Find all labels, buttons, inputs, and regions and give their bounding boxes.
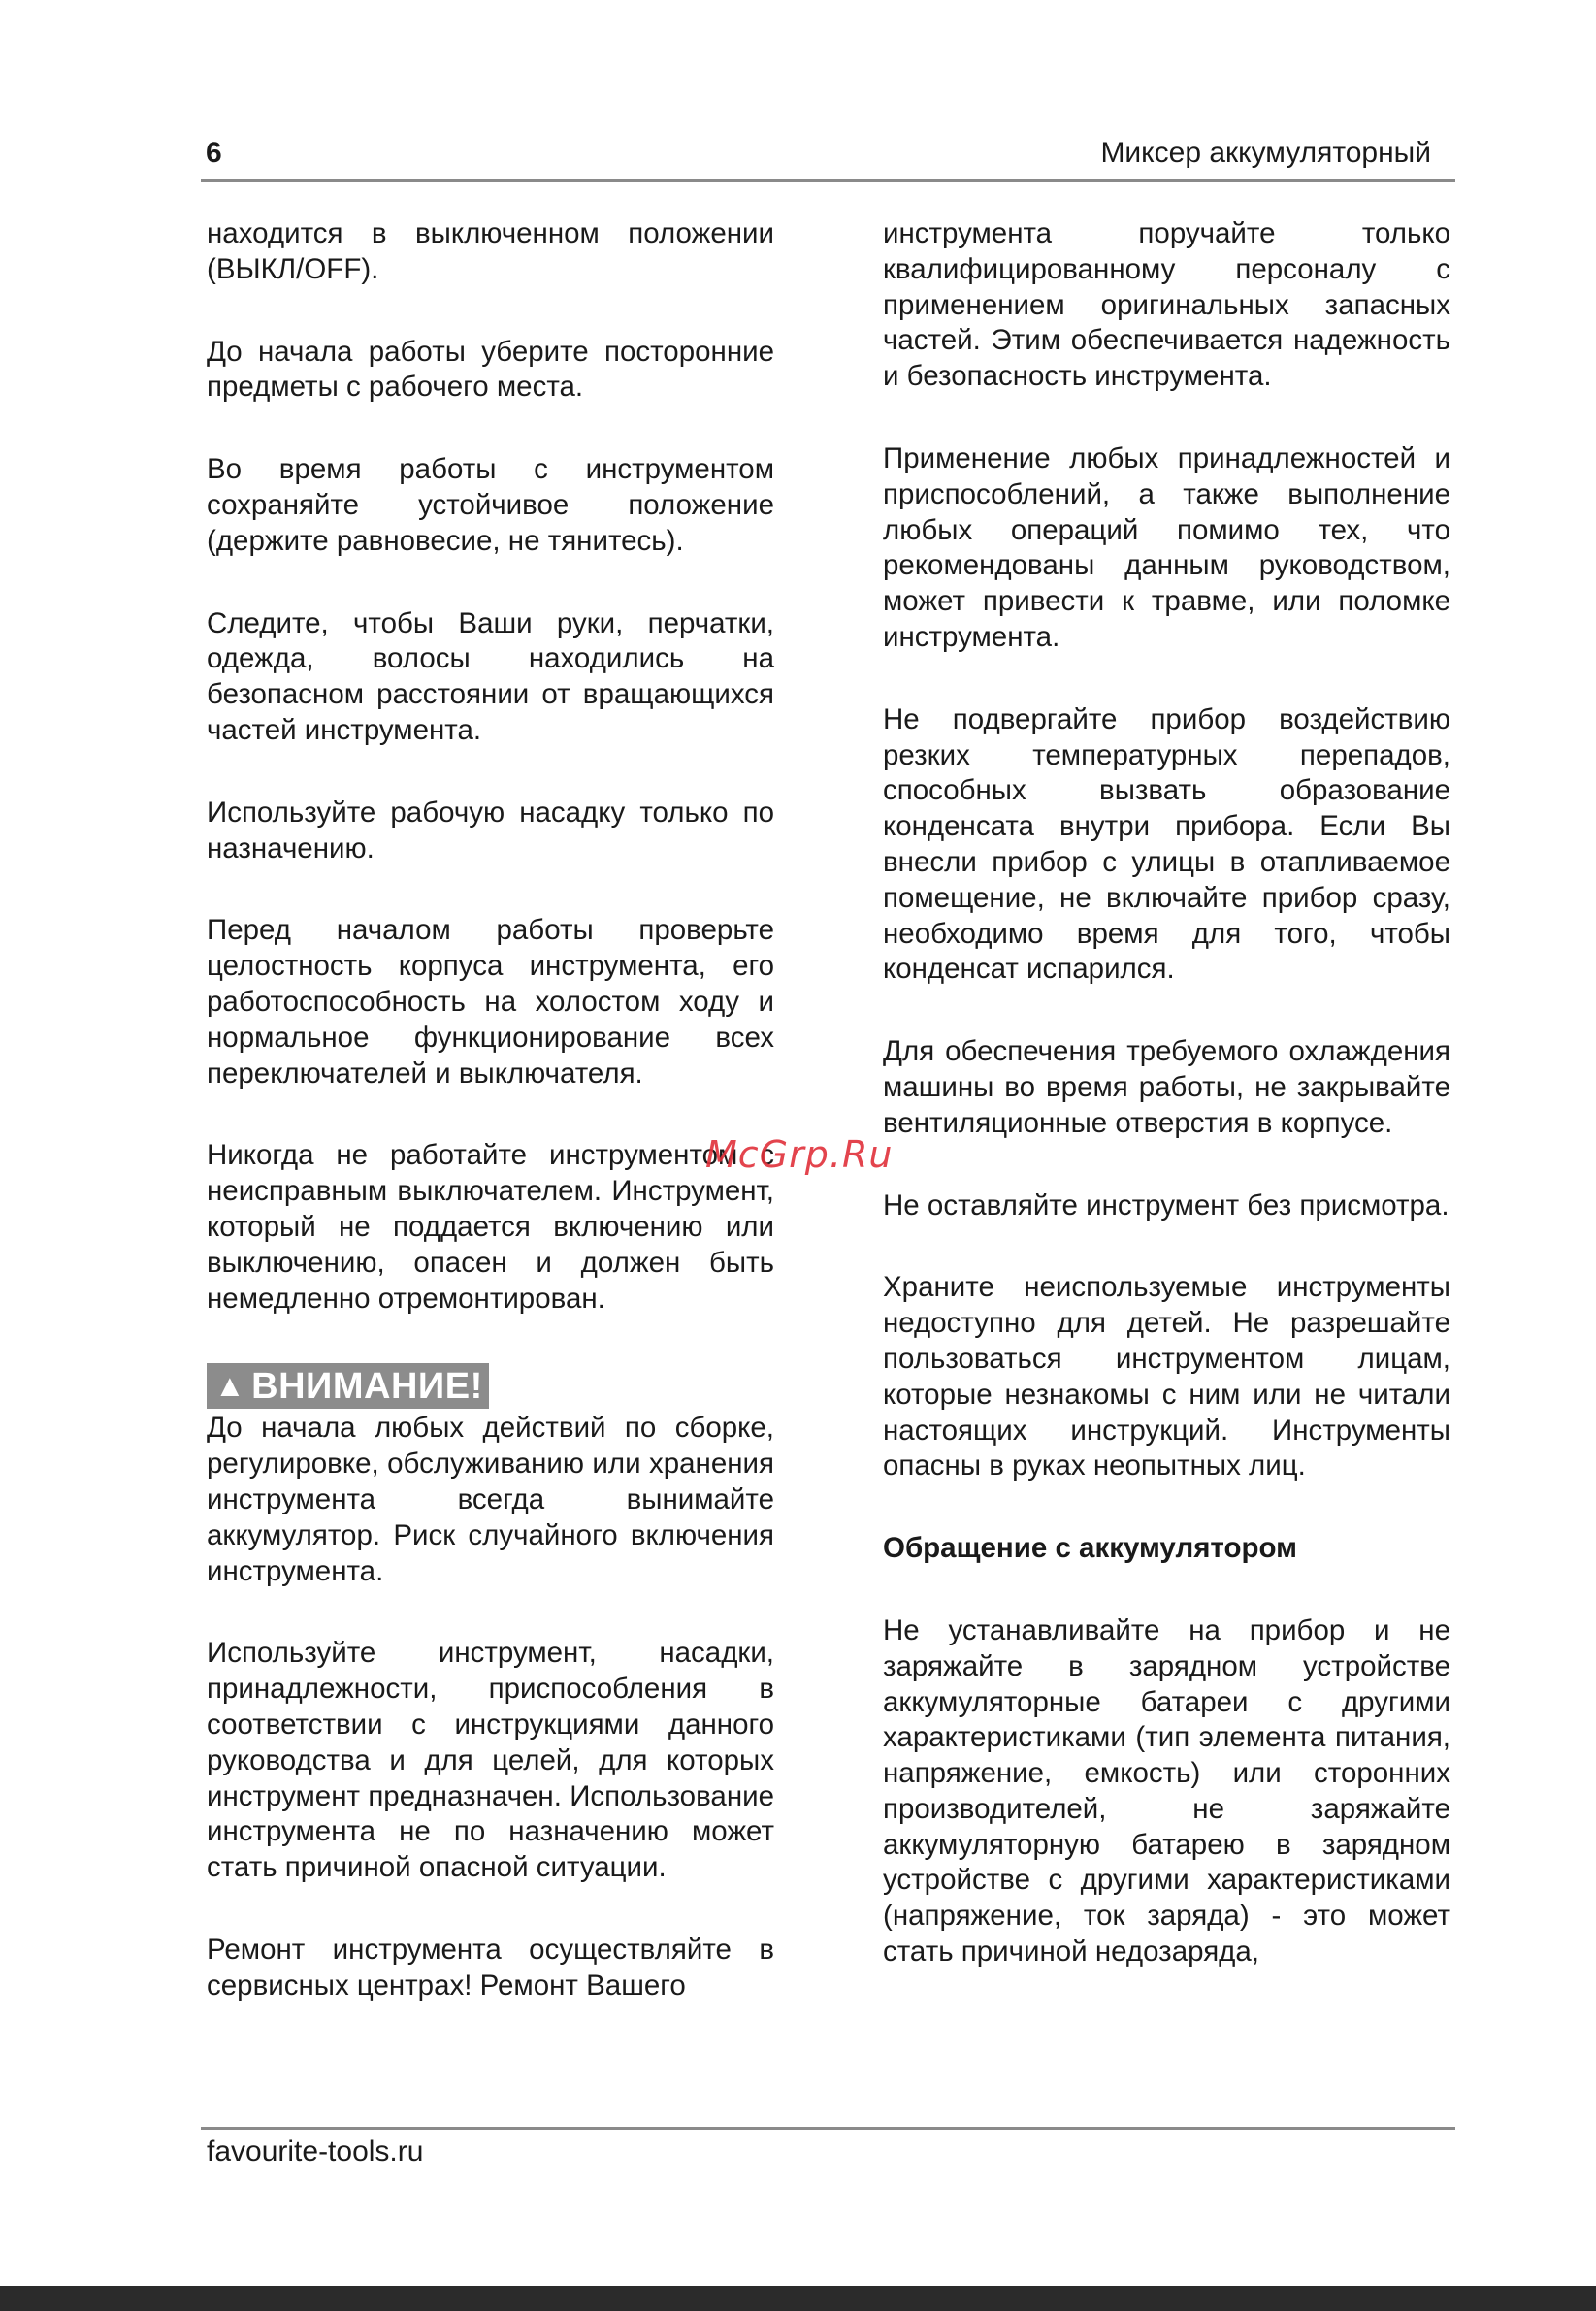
paragraph: Не устанавливайте на прибор и не заряжайте в зарядном устройстве аккумуляторные батареи с другими характеристиками (тип элемента питания, напряжение, емкость) или сторонних производителей, не заряжайте аккумуляторную батарею в зарядном устройстве с другими характеристиками (напряжение, ток заряда) - это может стать причиной недозаряда, [883, 1613, 1450, 1969]
warning-badge [207, 1363, 489, 1409]
left-column [207, 216, 774, 2050]
paragraph: До начала работы уберите посторонние предметы с рабочего места. [207, 335, 774, 404]
warning-label: ВНИМАНИЕ! [251, 1366, 483, 1408]
paragraph: инструмента поручайте только квалифицированному персоналу с применением оригинальных запасных частей. Этим обеспечивается надежность и безопасность инструмента. [883, 217, 1450, 393]
footer-rule [201, 2127, 1455, 2130]
paragraph: находится в выключенном положении (ВЫКЛ/OFF). [207, 217, 774, 285]
footer-site: favourite-tools.ru [207, 2135, 424, 2167]
paragraph: Во время работы с инструментом сохраняйте устойчивое положение (держите равновесие, не тянитесь). [207, 453, 774, 557]
header-title: Миксер аккумуляторный [1100, 137, 1431, 169]
paragraph: Не подвергайте прибор воздействию резких температурных перепадов, способных вызвать образование конденсата внутри прибора. Если Вы внесли прибор с улицы в отапливаемое помещение, не включайте прибор сразу, необходимо время для того, чтобы конденсат испарился. [883, 702, 1450, 986]
watermark: McGrp.Ru [705, 1133, 894, 1176]
paragraph: Никогда не работайте инструментом с неисправным выключателем. Инструмент, который не поддается включению или выключению, опасен и должен быть немедленно отремонтирован. [207, 1139, 774, 1315]
paragraph: Используйте инструмент, насадки, принадлежности, приспособления в соответствии с инструкциями данного руководства и для целей, для которых инструмент предназначен. Использование инструмента не по назначению может стать причиной опасной ситуации. [207, 1637, 774, 1884]
header-rule [201, 179, 1455, 182]
paragraph: Для обеспечения требуемого охлаждения машины во время работы, не закрывайте вентиляционные отверстия в корпусе. [883, 1035, 1450, 1139]
bottom-strip [0, 2286, 1596, 2311]
right-column [883, 216, 1450, 2017]
paragraph: Храните неиспользуемые инструменты недоступно для детей. Не разрешайте пользоваться инструментом лицам, которые незнакомы с ним или не читали настоящих инструкций. Инструменты опасны в руках неопытных лиц. [883, 1271, 1450, 1482]
section-heading: Обращение с аккумулятором [883, 1532, 1297, 1565]
warning-triangle-icon: ▲ [214, 1368, 246, 1404]
page-number: 6 [206, 137, 222, 169]
paragraph: До начала любых действий по сборке, регулировке, обслуживанию или хранения инструмента всегда вынимайте аккумулятор. Риск случайного включения инструмента. [207, 1412, 774, 1587]
paragraph: Применение любых принадлежностей и приспособлений, а также выполнение любых операций помимо тех, что рекомендованы данным руководством, может привести к травме, или поломке инструмента. [883, 441, 1450, 653]
paragraph: Перед началом работы проверьте целостность корпуса инструмента, его работоспособность на холостом ходу и нормальное функционирование всех переключателей и выключателя. [207, 914, 774, 1090]
paragraph: Ремонт инструмента осуществляйте в сервисных центрах! Ремонт Вашего [207, 1933, 774, 2002]
paragraph: Не оставляйте инструмент без присмотра. [883, 1188, 1449, 1221]
paragraph: Следите, чтобы Ваши руки, перчатки, одежда, волосы находились на безопасном расстоянии от вращающихся частей инструмента. [207, 606, 774, 746]
paragraph: Используйте рабочую насадку только по назначению. [207, 796, 774, 864]
